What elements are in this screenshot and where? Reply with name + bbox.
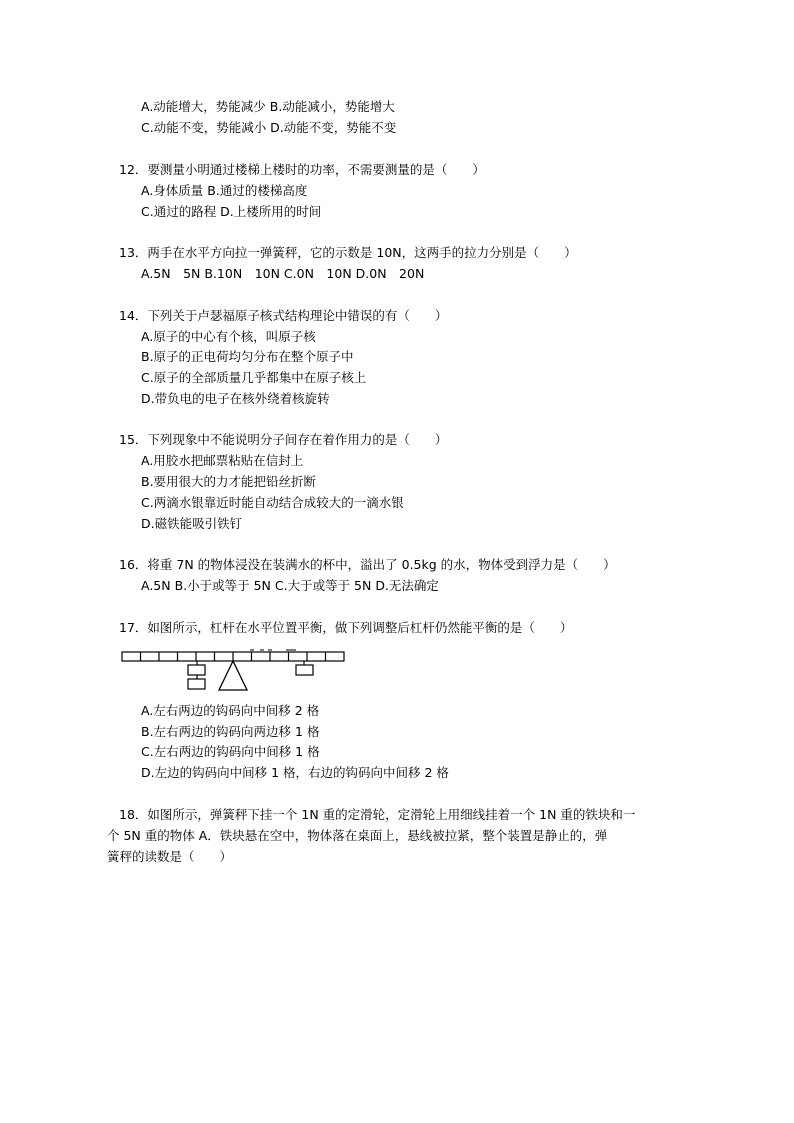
q12-stem: 12．要测量小明通过楼梯上楼时的功率，不需要测量的是（ ） (119, 162, 485, 177)
q11-options-line-2: C.动能不变，势能减小 D.动能不变，势能不变 (141, 120, 397, 135)
q12-options-line-2: C.通过的路程 D.上楼所用的时间 (141, 204, 322, 219)
q13-stem: 13．两手在水平方向拉一弹簧秤，它的示数是 10N，这两手的拉力分别是（ ） (119, 245, 577, 260)
right-weight (296, 661, 313, 675)
q17-option-a: A.左右两边的钩码向中间移 2 格 (141, 703, 320, 718)
q17-stem: 17．如图所示，杠杆在水平位置平衡，做下列调整后杠杆仍然能平衡的是（ ） (119, 620, 573, 635)
fulcrum-triangle (219, 661, 247, 690)
q16-options: A.5N B.小于或等于 5N C.大于或等于 5N D.无法确定 (141, 578, 439, 593)
q14-stem: 14．下列关于卢瑟福原子核式结构理论中错误的有（ ） (119, 308, 448, 323)
q18-line-1: 18．如图所示，弹簧秤下挂一个 1N 重的定滑轮，定滑轮上用细线挂着一个 1N 重的铁块和一 (119, 807, 636, 822)
q13-options: A.5N 5N B.10N 10N C.0N 10N D.0N 20N (141, 266, 425, 281)
q15-stem: 15．下列现象中不能说明分子间存在着作用力的是（ ） (119, 432, 448, 447)
q15-option-a: A.用胶水把邮票粘贴在信封上 (141, 453, 304, 468)
q18-line-2: 个 5N 重的物体 A．铁块悬在空中，物体落在桌面上，悬线被拉紧，整个装置是静止的，弹 (107, 828, 608, 843)
q16-stem: 16．将重 7N 的物体浸没在装满水的杯中，溢出了 0.5kg 的水，物体受到浮力是（ ） (119, 557, 616, 572)
q14-option-c: C.原子的全部质量几乎都集中在原子核上 (141, 370, 367, 385)
lever-diagram (120, 646, 348, 692)
q12-options-line-1: A.身体质量 B.通过的楼梯高度 (141, 183, 308, 198)
q14-option-a: A.原子的中心有个核，叫原子核 (141, 329, 316, 344)
q17-option-b: B.左右两边的钩码向两边移 1 格 (141, 724, 320, 739)
q17-option-c: C.左右两边的钩码向中间移 1 格 (141, 744, 320, 759)
q15-option-d: D.磁铁能吸引铁钉 (141, 516, 243, 531)
q11-options-line-1: A.动能增大，势能减少 B.动能减小，势能增大 (141, 99, 395, 114)
q14-option-d: D.带负电的电子在核外绕着核旋转 (141, 391, 330, 406)
q15-option-c: C.两滴水银靠近时能自动结合成较大的一滴水银 (141, 495, 404, 510)
left-weights (188, 661, 205, 689)
q18-line-3: 簧秤的读数是（ ） (107, 849, 233, 864)
q17-option-d: D.左边的钩码向中间移 1 格，右边的钩码向中间移 2 格 (141, 765, 449, 780)
q15-option-b: B.要用很大的力才能把铅丝折断 (141, 474, 317, 489)
q14-option-b: B.原子的正电荷均匀分布在整个原子中 (141, 349, 354, 364)
